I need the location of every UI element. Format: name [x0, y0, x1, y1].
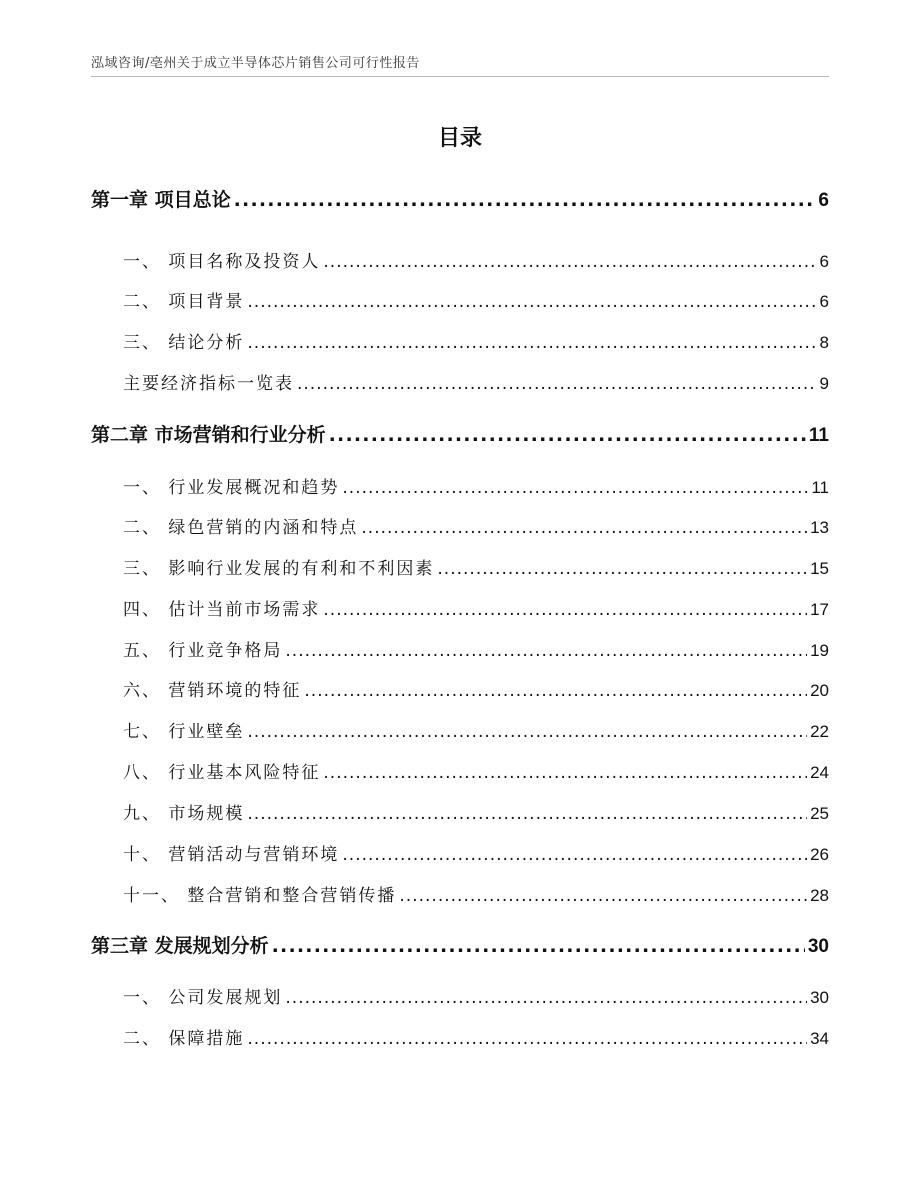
dot-leader	[399, 886, 807, 906]
dot-leader	[323, 600, 807, 620]
toc-section-1-2[interactable]	[123, 287, 829, 312]
toc-page-number: 8	[819, 333, 829, 352]
toc-page-number: 17	[810, 600, 829, 619]
toc-section-2-5[interactable]	[123, 636, 829, 661]
toc-entry-label: 九、 市场规模	[123, 804, 245, 824]
toc-page-number: 9	[819, 374, 829, 393]
toc-entry-label: 七、 行业壁垒	[123, 722, 245, 742]
toc-section-1-1[interactable]	[123, 247, 829, 272]
toc-section-2-2[interactable]	[123, 513, 829, 538]
toc-page-number: 6	[819, 292, 829, 311]
toc-section-1-table[interactable]	[123, 369, 829, 394]
toc-page-number: 30	[810, 988, 829, 1007]
dot-leader	[304, 681, 807, 701]
dot-leader	[323, 763, 807, 783]
toc-section-2-1[interactable]	[123, 473, 829, 498]
dot-leader	[285, 641, 807, 661]
toc-entry-label: 五、 行业竞争格局	[123, 641, 283, 661]
running-header: 泓域咨询/亳州关于成立半导体芯片销售公司可行性报告	[91, 56, 420, 71]
dot-leader	[234, 189, 816, 211]
toc-chapter-3[interactable]	[91, 931, 829, 958]
toc-page-number: 24	[810, 763, 829, 782]
toc-section-2-6[interactable]	[123, 676, 829, 701]
dot-leader	[329, 424, 806, 446]
toc-page-number: 6	[819, 252, 829, 271]
dot-leader	[437, 559, 807, 579]
toc-entry-label: 三、 结论分析	[123, 333, 245, 353]
toc-chapter-1[interactable]	[91, 185, 829, 212]
toc-page-number: 15	[810, 559, 829, 578]
toc-entry-label: 第三章 发展规划分析	[91, 935, 269, 957]
toc-section-3-1[interactable]	[123, 983, 829, 1008]
toc-page-number: 28	[810, 886, 829, 905]
toc-page-number: 13	[810, 518, 829, 537]
toc-page-number: 30	[807, 936, 829, 957]
dot-leader	[247, 804, 807, 824]
toc-section-2-8[interactable]	[123, 758, 829, 783]
toc-entry-label: 六、 营销环境的特征	[123, 681, 302, 701]
dot-leader	[247, 722, 807, 742]
toc-section-2-9[interactable]	[123, 799, 829, 824]
dot-leader	[285, 988, 807, 1008]
toc-page-number: 22	[810, 722, 829, 741]
toc-entry-label: 一、 行业发展概况和趋势	[123, 478, 340, 498]
dot-leader	[272, 935, 805, 957]
toc-entry-label: 一、 项目名称及投资人	[123, 252, 321, 272]
toc-entry-label: 主要经济指标一览表	[123, 374, 294, 394]
toc-entry-label: 第一章 项目总论	[91, 189, 231, 211]
toc-entry-label: 二、 保障措施	[123, 1029, 245, 1049]
toc-page-number: 6	[818, 190, 829, 211]
toc-entry-label: 三、 影响行业发展的有利和不利因素	[123, 559, 435, 579]
toc-entry-label: 八、 行业基本风险特征	[123, 763, 321, 783]
toc-entry-label: 二、 绿色营销的内涵和特点	[123, 518, 359, 538]
toc-page-number: 34	[810, 1029, 829, 1048]
toc-entry-label: 第二章 市场营销和行业分析	[91, 424, 326, 446]
toc-section-2-4[interactable]	[123, 595, 829, 620]
toc-section-1-3[interactable]	[123, 328, 829, 353]
toc-entry-label: 二、 项目背景	[123, 292, 245, 312]
toc-section-2-11[interactable]	[123, 881, 829, 906]
toc-entry-label: 十一、 整合营销和整合营销传播	[123, 886, 397, 906]
toc-page-number: 11	[811, 478, 829, 497]
toc-page-number: 25	[810, 804, 829, 823]
toc-entry-label: 十、 营销活动与营销环境	[123, 845, 340, 865]
toc-entry-label: 一、 公司发展规划	[123, 988, 283, 1008]
dot-leader	[247, 292, 816, 312]
dot-leader	[297, 374, 817, 394]
toc-entry-label: 四、 估计当前市场需求	[123, 600, 321, 620]
dot-leader	[361, 518, 807, 538]
toc-page-number: 11	[808, 425, 829, 446]
toc-page-number: 19	[810, 641, 829, 660]
dot-leader	[342, 478, 808, 498]
dot-leader	[247, 333, 816, 353]
toc-page-number: 20	[810, 681, 829, 700]
toc-section-2-7[interactable]	[123, 717, 829, 742]
toc-section-2-3[interactable]	[123, 554, 829, 579]
toc-section-3-2[interactable]	[123, 1024, 829, 1049]
dot-leader	[323, 252, 816, 272]
dot-leader	[342, 845, 807, 865]
dot-leader	[247, 1029, 807, 1049]
page-title: 目录	[437, 126, 482, 151]
toc-chapter-2[interactable]	[91, 420, 829, 447]
toc-page-number: 26	[810, 845, 829, 864]
toc-section-2-10[interactable]	[123, 840, 829, 865]
